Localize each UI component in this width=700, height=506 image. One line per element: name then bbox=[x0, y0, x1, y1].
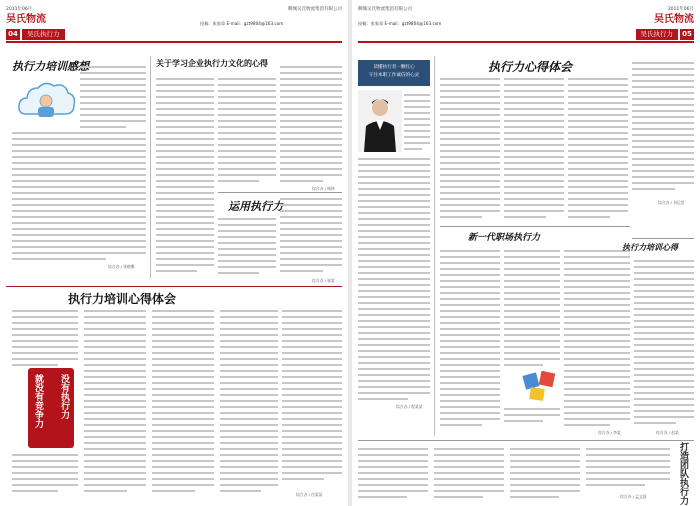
profile-body bbox=[358, 156, 430, 402]
left-article3-title: 运用执行力 bbox=[228, 200, 283, 213]
left-contact: 投稿：张家章 E-mail：gzt9804@163.com bbox=[200, 21, 284, 26]
cloud-icon bbox=[16, 76, 76, 131]
right-article4-col2 bbox=[434, 446, 504, 500]
left-page-number: 04 bbox=[6, 29, 20, 40]
left-article3-col2 bbox=[280, 196, 342, 276]
slogan-right: 没有执行力 bbox=[59, 374, 69, 419]
left-banner-title: 执行力培训心得体会 bbox=[68, 292, 177, 306]
profile-heading-box bbox=[358, 60, 430, 86]
left-banner-lower bbox=[12, 452, 78, 498]
left-article3-col1 bbox=[218, 216, 276, 276]
puzzle-photo bbox=[520, 368, 560, 404]
section-divider bbox=[440, 226, 630, 227]
right-article1-title: 执行力心得体会 bbox=[488, 60, 573, 74]
right-article3-byline: 综合办 / 赵某 bbox=[656, 430, 679, 435]
right-article2-col1 bbox=[440, 248, 500, 428]
left-article2-col3 bbox=[280, 64, 342, 184]
left-page bbox=[0, 0, 348, 506]
right-article2-title: 新一代职场执行力 bbox=[468, 233, 541, 243]
column-divider bbox=[434, 56, 435, 436]
right-publisher: 聊城吴氏物流集团有限公司 bbox=[358, 7, 412, 12]
profile-bio bbox=[404, 92, 430, 154]
left-article2-title: 关于学习企业执行力文化的心得 bbox=[156, 58, 268, 68]
right-article1-col2 bbox=[504, 76, 564, 224]
right-article2-col2-lower bbox=[504, 406, 560, 428]
right-article3-title: 执行力培训心得 bbox=[622, 242, 678, 252]
right-page bbox=[352, 0, 700, 506]
right-article2-col2 bbox=[504, 248, 560, 368]
left-date: 2011年06月 bbox=[6, 7, 33, 12]
left-banner-col3 bbox=[152, 308, 214, 498]
profile-heading: 读懂执行者一颗红心 bbox=[373, 65, 415, 70]
right-article1-byline: 综合办 / 刘运堂 bbox=[658, 200, 685, 205]
left-banner-intro bbox=[12, 308, 78, 368]
left-article1-body bbox=[12, 130, 146, 262]
section-divider bbox=[218, 192, 342, 193]
left-topline bbox=[6, 6, 342, 12]
right-header-rule bbox=[358, 41, 694, 43]
left-banner-byline: 综合办 / 任某某 bbox=[296, 492, 323, 497]
left-article2-byline: 综合办 / 杨仲 bbox=[312, 186, 335, 191]
right-article3-body bbox=[634, 258, 694, 428]
left-article1-title: 执行力培训感想 bbox=[12, 60, 89, 73]
right-brand-logo: 吴氏物流 bbox=[654, 14, 694, 25]
right-topline bbox=[358, 6, 694, 12]
slogan-left: 就没有竞争力 bbox=[33, 374, 43, 428]
profile-portrait bbox=[358, 90, 402, 152]
profile-subheading: 守住本职工作诚信的心灵 bbox=[368, 73, 420, 78]
left-section-label: 吴氏执行力 bbox=[22, 29, 65, 40]
right-article4-col1 bbox=[358, 446, 428, 500]
slogan-box bbox=[28, 368, 74, 448]
right-date: 2011年06月 bbox=[667, 7, 694, 12]
left-article1-byline: 综合办 / 张晓娜 bbox=[108, 264, 135, 269]
right-contact: 投稿：张家章 E-mail：gzt9804@163.com bbox=[358, 21, 442, 26]
right-article4-col4 bbox=[586, 446, 670, 490]
right-article1-col4 bbox=[632, 60, 694, 196]
right-article2-col3 bbox=[564, 248, 630, 428]
right-page-number: 05 bbox=[680, 29, 694, 40]
left-article2-col1 bbox=[156, 76, 214, 276]
right-article2-byline: 综合办 / 李某 bbox=[598, 430, 621, 435]
section-divider bbox=[632, 238, 694, 239]
left-article1-intro bbox=[80, 64, 146, 130]
right-section-label: 吴氏执行力 bbox=[636, 29, 679, 40]
right-article4-title: 打造团队执行力 bbox=[678, 442, 688, 505]
left-article3-byline: 综合办 / 崔某 bbox=[312, 278, 335, 283]
right-article4-col3 bbox=[510, 446, 580, 500]
section-divider bbox=[358, 440, 694, 441]
left-banner-col4 bbox=[220, 308, 278, 498]
right-article4-byline: 综合办 / 孟文国 bbox=[620, 494, 647, 499]
left-banner-col5 bbox=[282, 308, 342, 488]
left-banner-col2 bbox=[84, 308, 146, 498]
banner-rule bbox=[6, 286, 342, 287]
left-article2-col2 bbox=[218, 76, 276, 184]
column-divider bbox=[150, 56, 151, 278]
left-header-rule bbox=[6, 41, 342, 43]
left-brand-logo: 吴氏物流 bbox=[6, 14, 46, 25]
left-publisher: 聊城吴氏物流集团有限公司 bbox=[288, 7, 342, 12]
right-article1-col1 bbox=[440, 76, 500, 224]
right-article1-col3 bbox=[568, 76, 628, 224]
sidebar-byline: 综合办 / 程某某 bbox=[396, 404, 423, 409]
